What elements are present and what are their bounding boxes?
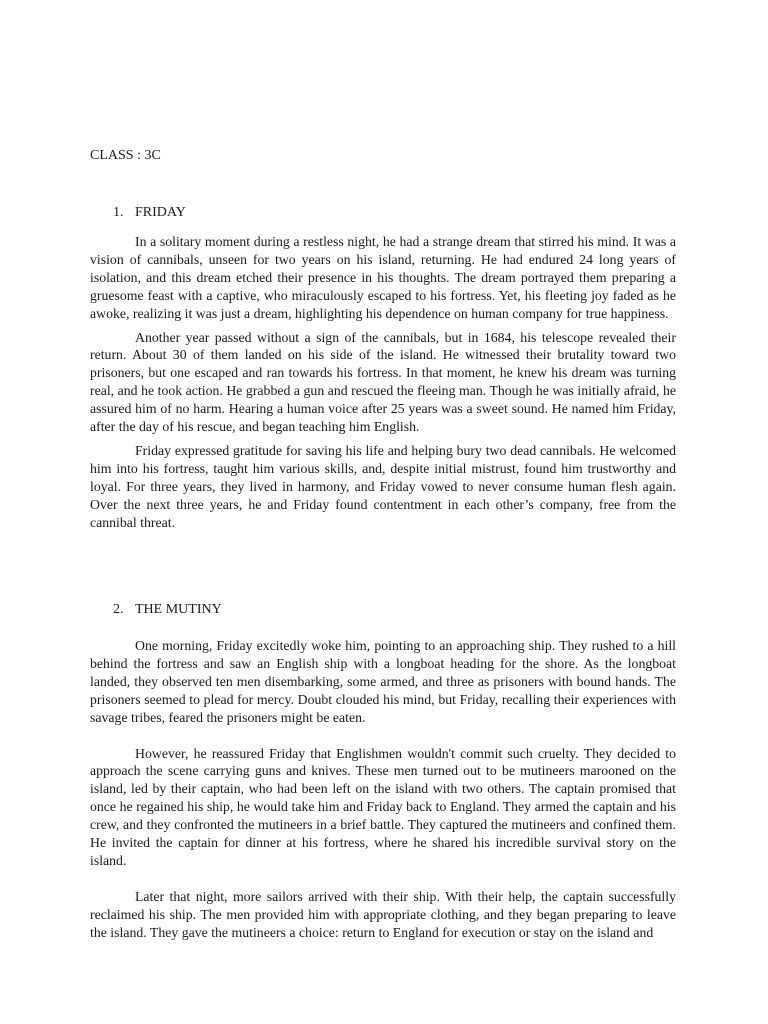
section-heading-friday — [113, 204, 186, 222]
section-number: 2. — [113, 602, 124, 617]
section-title: THE MUTINY — [135, 602, 222, 617]
paragraph: Later that night, more sailors arrived with their ship. With their help, the captain successfully reclaimed his ship. The men provided him with appropriate clothing, and they began preparing to leave the island. They gave the mutineers a choice: return to England for execution or stay on the island and — [90, 888, 676, 940]
paragraph: However, he reassured Friday that Englishmen wouldn't commit such cruelty. They decided to approach the scene carrying guns and knives. These men turned out to be mutineers marooned on the island, led by their captain, who had been left on the island with two others. The captain promised that once he regained his ship, he would take him and Friday back to England. They armed the captain and his crew, and they confronted the mutineers in a brief battle. They captured the mutineers and confined them. He invited the captain for dinner at his fortress, where he shared his incredible survival story on the island. — [90, 745, 676, 868]
paragraph: In a solitary moment during a restless night, he had a strange dream that stirred his mind. It was a vision of cannibals, unseen for two years on his island, returning. He had endured 24 long years of isolation, and this dream etched their presence in his thoughts. The dream portrayed them preparing a gruesome feast with a captive, who miraculously escaped to his fortress. Yet, his fleeting joy faded as he awoke, realizing it was just a dream, highlighting his dependence on human company for true happiness. — [90, 234, 676, 321]
section-title: FRIDAY — [135, 205, 186, 220]
class-label: CLASS : 3C — [90, 148, 161, 163]
section-heading-the-mutiny — [113, 601, 222, 619]
section-body-the-mutiny — [90, 637, 676, 942]
section-body-friday — [90, 233, 676, 532]
paragraph: Friday expressed gratitude for saving his life and helping bury two dead cannibals. He welcomed him into his fortress, taught him various skills, and, despite initial mistrust, found him trustworthy and loyal. For three years, they lived in harmony, and Friday vowed to never consume human flesh again. Over the next three years, he and Friday found contentment in each other’s company, free from the cannibal threat. — [90, 442, 676, 530]
paragraph: One morning, Friday excitedly woke him, pointing to an approaching ship. They rushed to a hill behind the fortress and saw an English ship with a longboat heading for the shore. As the longboat landed, they observed ten men disembarking, some armed, and three as prisoners with bound hands. The prisoners seemed to plead for mercy. Doubt clouded his mind, but Friday, recalling their experiences with savage tribes, feared the prisoners might be eaten. — [90, 638, 676, 725]
paragraph: Another year passed without a sign of the cannibals, but in 1684, his telescope revealed their return. About 30 of them landed on his side of the island. He witnessed their brutality toward two prisoners, but one escaped and ran towards his fortress. In that moment, he knew his dream was turning real, and he took action. He grabbed a gun and rescued the fleeing man. Though he was initially afraid, he assured him of no harm. Hearing a human voice after 25 years was a sweet sound. He named him Friday, after the day of his rescue, and began teaching him English. — [90, 329, 676, 435]
section-number: 1. — [113, 205, 124, 220]
